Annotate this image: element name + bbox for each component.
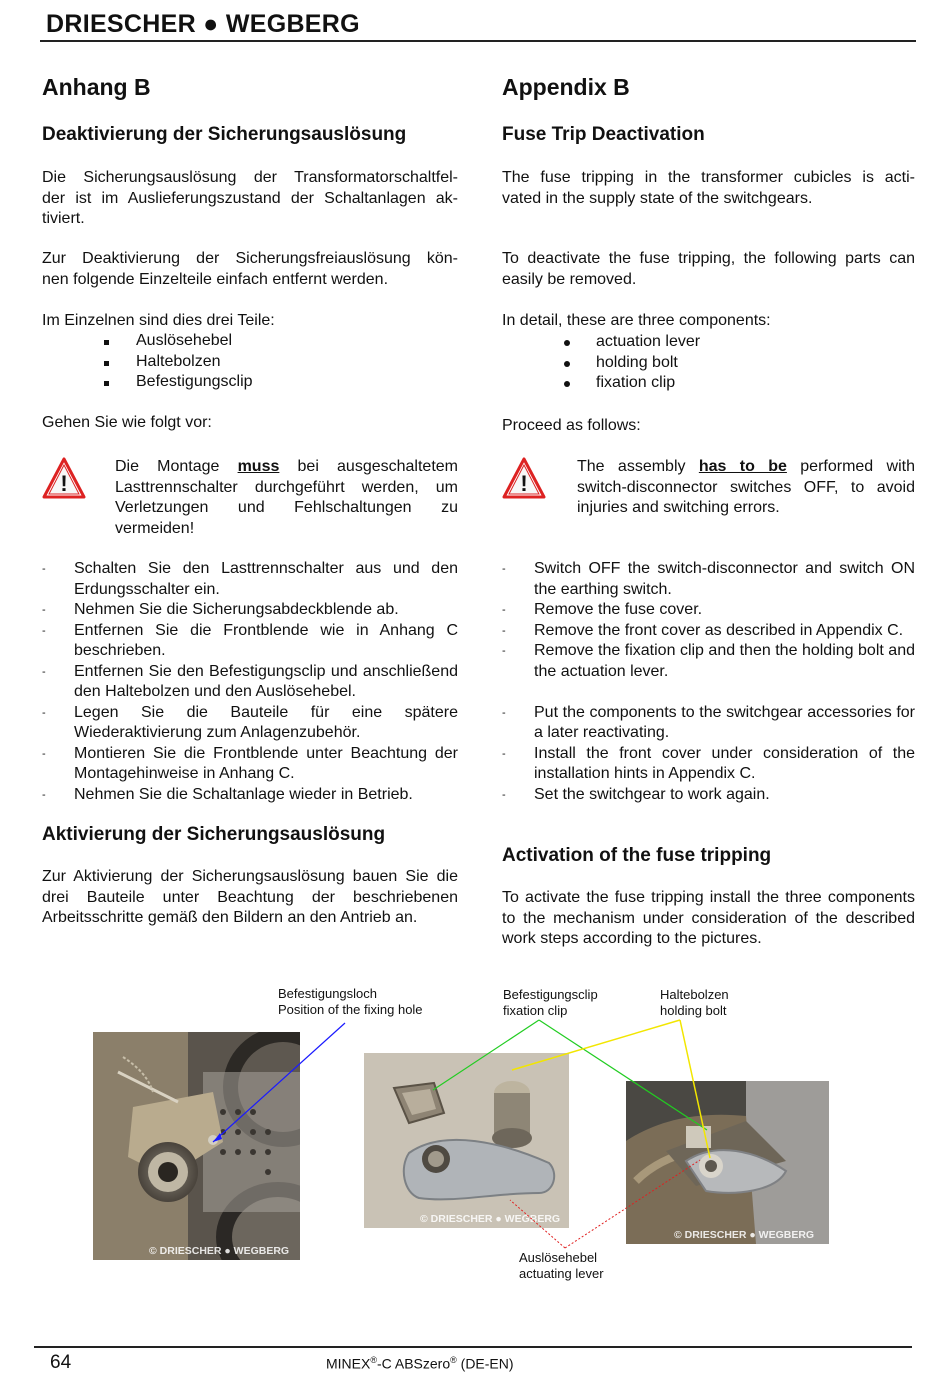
list-item: - Legen Sie die Bauteile für eine spätere Wiederaktivierung zum Anlagenzubehör. [42,703,458,741]
right-proceed: Proceed as follows: [502,417,641,434]
svg-text:!: ! [60,471,68,496]
caption-fixation-clip [503,987,598,1019]
list-item: - Nehmen Sie die Sicherungsabdeckblende ab. [42,601,399,618]
right-activation-text: To activate the fuse tripping install the three components to the mechanism under consideration of the described work steps according to the pictures. [502,889,915,947]
company-title: DRIESCHER ● WEGBERG [46,10,360,38]
list-item: - Nehmen Sie die Schaltanlage wieder in Betrieb. [42,785,413,803]
caption-holding-bolt [660,987,729,1019]
photo-watermark: © DRIESCHER ● WEGBERG [149,1245,290,1257]
page-number: 64 [50,1352,72,1373]
list-item: actuation lever [564,332,700,353]
right-intro-line-2: vated in the supply state of the switchgears. [502,189,813,207]
caption-hole-de: Befestigungsloch [278,986,378,1001]
list-item: - Entfernen Sie den Befestigungsclip und anschließend den Haltebolzen und den Auslösehebel. [42,662,458,700]
caption-clip-en: fixation clip [503,1003,568,1018]
warning-emphasis: muss [237,458,280,475]
left-proceed: Gehen Sie wie folgt vor: [42,414,212,431]
left-intro-line-2: der ist im Auslieferungszustand der Schaltanlagen ak- [42,189,458,207]
right-para2: To deactivate the fuse tripping, the following parts can easily be removed. [502,250,915,288]
left-intro-line-3: tiviert. [42,210,85,227]
list-item: - Remove the fixation clip and then the holding bolt and the actuation lever. [502,642,915,680]
right-parts-intro: In detail, these are three components: [502,312,771,329]
caption-hole-en: Position of the fixing hole [278,1002,423,1017]
caption-bolt-de: Haltebolzen [660,987,729,1002]
list-item: fixation clip [564,373,700,394]
footer-rule [34,1346,912,1348]
caption-actuating-lever [519,1250,604,1282]
left-para2-line-1: Zur Deaktivierung der Sicherungsfreiauslösung kön- [42,250,458,267]
list-item: - Entfernen Sie die Frontblende wie in Anhang C beschrieben. [42,621,458,659]
right-warning-text: The assembly has to be performed with switch-disconnector switches OFF, to avoid injuries and switching errors. [577,458,915,516]
list-item: Befestigungsclip [104,372,253,393]
list-item: - Switch OFF the switch-disconnector and switch ON the earthing switch. [502,560,915,598]
left-heading: Anhang B [42,74,151,100]
right-heading: Appendix B [502,74,630,100]
caption-fixing-hole [278,986,423,1018]
list-item: - Remove the fuse cover. [502,601,703,618]
list-item: Haltebolzen [104,352,253,373]
list-item: - Set the switchgear to work again. [502,785,770,803]
photo-watermark: © DRIESCHER ● WEGBERG [674,1229,815,1241]
photo-watermark: © DRIESCHER ● WEGBERG [420,1213,561,1225]
left-parts-intro: Im Einzelnen sind dies drei Teile: [42,312,275,329]
list-item: holding bolt [564,353,700,374]
left-warning-text: Die Montage muss bei ausgeschaltetem Lasttrennschalter durchgeführt werden, um Verletzungen und Fehlschaltungen zu vermeiden! [115,458,458,537]
left-subheading: Deaktivierung der Sicherungsauslösung [42,124,407,145]
left-activation-heading: Aktivierung der Sicherungsauslösung [42,824,386,845]
caption-lever-en: actuating lever [519,1266,604,1281]
list-item: - Put the components to the switchgear accessories for a later reactivating. [502,703,915,741]
list-item: - Install the front cover under consideration of the installation hints in Appendix C. [502,744,915,782]
right-intro-line-1: The fuse tripping in the transformer cubicles is acti- [502,169,915,186]
list-item: - Schalten Sie den Lasttrennschalter aus und den Erdungsschalter ein. [42,560,458,598]
left-para2-line-2: nen folgende Einzelteile einfach entfernt werden. [42,270,389,288]
svg-text:!: ! [520,471,528,496]
list-item: - Montieren Sie die Frontblende unter Beachtung der Montagehinweise in Anhang C. [42,744,458,782]
right-activation-heading: Activation of the fuse tripping [502,845,772,866]
right-subheading: Fuse Trip Deactivation [502,124,705,145]
document-name: MINEX®-C ABSzero® (DE-EN) [326,1355,514,1372]
list-item: - Remove the front cover as described in Appendix C. [502,621,904,639]
left-intro-line-1: Die Sicherungsauslösung der Transformatorschaltfel- [42,169,458,186]
caption-bolt-en: holding bolt [660,1003,727,1018]
list-item: Auslösehebel [104,331,253,352]
caption-lever-de: Auslösehebel [519,1250,598,1265]
warning-emphasis: has to be [698,458,787,475]
left-activation-text: Zur Aktivierung der Sicherungsauslösung bauen Sie die drei Bauteile unter Beachtung der beschriebenen Arbeitsschritte gemäß den Bildern an den Antrieb an. [42,868,458,926]
caption-clip-de: Befestigungsclip [503,987,598,1002]
